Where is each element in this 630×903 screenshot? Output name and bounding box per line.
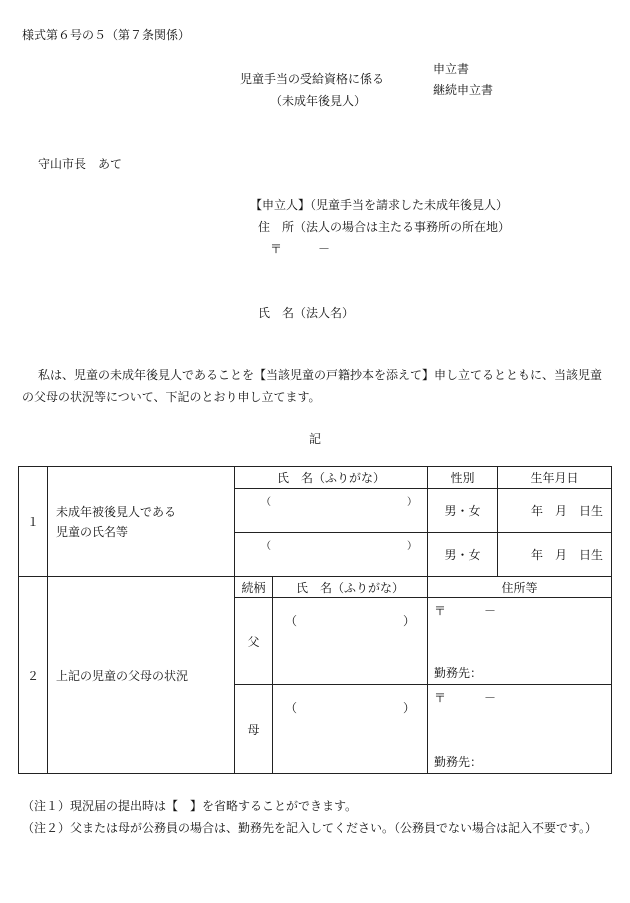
father-postal-dash: － <box>484 604 497 618</box>
child2-sex[interactable]: 男・女 <box>428 533 498 577</box>
header-relation: 続柄 <box>235 577 273 598</box>
mother-address-field[interactable] <box>428 685 612 774</box>
child2-paren-open: （ <box>261 541 271 552</box>
mother-label: 母 <box>235 685 273 774</box>
header-address: 住所等 <box>428 577 612 598</box>
applicant-postal-mark: 〒 <box>270 242 283 256</box>
title-option-keizoku: 継続申立書 <box>433 83 494 97</box>
mother-workplace-label: 勤務先： <box>434 755 483 769</box>
form-number: 様式第６号の５（第７条関係） <box>22 28 191 42</box>
header-parent-name: 氏 名（ふりがな） <box>273 577 428 598</box>
child2-paren-close: ） <box>407 541 418 552</box>
applicant-name-label: 氏 名（法人名） <box>258 306 355 320</box>
mother-paren-open: （ <box>285 701 298 715</box>
details-table <box>18 466 612 774</box>
father-workplace-label: 勤務先： <box>434 666 483 680</box>
applicant-address-label: 住 所（法人の場合は主たる事務所の所在地） <box>258 220 511 234</box>
child2-name-field[interactable] <box>235 533 428 577</box>
child1-name-field[interactable] <box>235 489 428 533</box>
father-postal-mark: 〒 <box>434 604 447 618</box>
title-option-mōshitate: 申立書 <box>433 62 470 76</box>
header-name: 氏 名（ふりがな） <box>235 467 428 489</box>
title-line1: 児童手当の受給資格に係る <box>240 72 385 86</box>
title-line2: （未成年後見人） <box>270 94 367 108</box>
child1-birth[interactable]: 年 月 日生 <box>498 489 612 533</box>
row2-label: 上記の児童の父母の状況 <box>48 577 235 774</box>
mother-postal-mark: 〒 <box>434 691 447 705</box>
mother-name-field[interactable] <box>273 685 428 774</box>
father-label: 父 <box>235 598 273 685</box>
child1-sex[interactable]: 男・女 <box>428 489 498 533</box>
row1-label-line2: 児童の氏名等 <box>56 524 129 539</box>
row1-label-line1: 未成年被後見人である <box>56 504 177 519</box>
note-1: （注１）現況届の提出時は【 】を省略することができます。 <box>22 799 358 813</box>
header-sex: 性別 <box>428 467 498 489</box>
body-text-line2: の父母の状況等について、下記のとおり申し立てます。 <box>22 390 321 404</box>
row1-label <box>48 467 235 577</box>
header-birth: 生年月日 <box>498 467 612 489</box>
father-paren-open: （ <box>285 614 298 628</box>
applicant-postal-dash: － <box>318 242 331 256</box>
row2-number: ２ <box>19 577 48 774</box>
applicant-heading: 【申立人】（児童手当を請求した未成年後見人） <box>250 198 509 212</box>
child2-birth[interactable]: 年 月 日生 <box>498 533 612 577</box>
row1-number: １ <box>19 467 48 577</box>
note-2: （注２）父または母が公務員の場合は、勤務先を記入してください。（公務員でない場合は記入不要です。） <box>22 821 598 835</box>
child1-paren-open: （ <box>261 497 271 508</box>
father-name-field[interactable] <box>273 598 428 685</box>
mother-paren-close: ） <box>403 701 416 715</box>
father-address-field[interactable] <box>428 598 612 685</box>
father-paren-close: ） <box>403 614 416 628</box>
child1-paren-close: ） <box>407 497 418 508</box>
body-text-line1: 私は、児童の未成年後見人であることを【当該児童の戸籍抄本を添えて】申し立てるとともに、当該児童 <box>38 368 603 382</box>
addressee: 守山市長 あて <box>38 157 123 171</box>
ki-heading: 記 <box>309 432 322 446</box>
mother-postal-dash: － <box>484 691 497 705</box>
